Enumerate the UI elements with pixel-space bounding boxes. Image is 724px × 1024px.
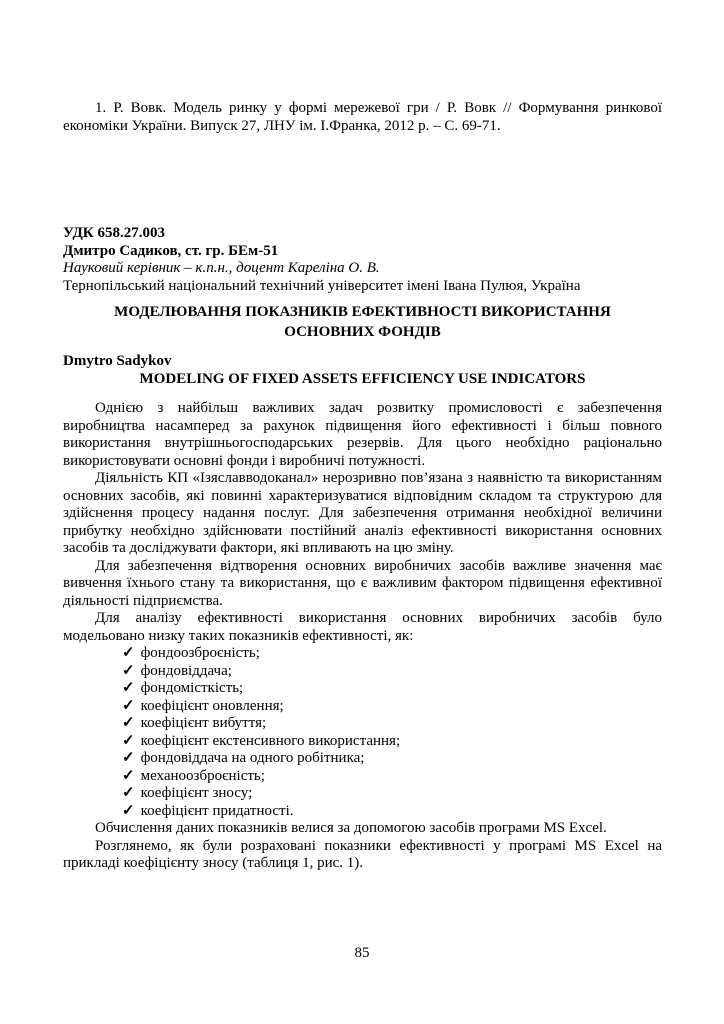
list-item-label: фондоозброєність; — [140, 645, 260, 661]
list-item-label: фондовіддача; — [140, 662, 232, 679]
check-icon: ✓ — [122, 802, 135, 819]
list-item-label: фондовіддача на одного робітника; — [140, 750, 365, 766]
list-item-label: механоозброєність; — [140, 767, 265, 784]
check-icon: ✓ — [122, 767, 135, 784]
reference-entry: 1. Р. Вовк. Модель ринку у формі мережевої гри / Р. Вовк // Формування ринкової економіки України. Випуск 27, ЛНУ ім. І.Франка, 2012 р. – С. 69-71. — [63, 100, 662, 134]
list-item — [63, 698, 662, 716]
list-item — [63, 803, 662, 821]
list-item — [63, 733, 662, 751]
check-icon: ✓ — [122, 645, 135, 661]
paragraph: Розглянемо, як були розраховані показники ефективності у програмі MS Excel на прикладі коефіцієнту зносу (таблиця 1, рис. 1). — [63, 837, 662, 871]
check-icon: ✓ — [122, 662, 135, 679]
list-item-label: коефіцієнт екстенсивного використання; — [140, 732, 401, 749]
list-item — [63, 715, 662, 733]
check-icon: ✓ — [122, 715, 135, 731]
article-meta — [63, 225, 662, 295]
check-icon: ✓ — [122, 680, 135, 696]
paper-title-en: MODELING OF FIXED ASSETS EFFICIENCY USE INDICATORS — [139, 370, 586, 387]
paragraph: Обчислення даних показників велися за допомогою засобів програми MS Excel. — [95, 820, 607, 836]
paper-title-uk: МОДЕЛЮВАННЯ ПОКАЗНИКІВ ЕФЕКТИВНОСТІ ВИКОРИСТАННЯ ОСНОВНИХ ФОНДІВ — [114, 304, 611, 340]
list-item — [63, 750, 662, 768]
paragraph: Для аналізу ефективності використання основних виробничих засобів було модельовано низку таких показників ефективності, як: — [63, 610, 662, 644]
list-item — [63, 785, 662, 803]
list-item — [63, 680, 662, 698]
paragraph: Діяльність КП «Ізяславводоканал» нерозривно пов’язана з наявністю та використанням основних засобів, які повинні характеризуватися відповідним складом та структурою для здійснення процесу надання послуг. Для забезпечення отримання необхідної величини прибутку необхідно здійснювати постійний аналіз ефективності використання основних засобів та досліджувати фактори, які впливають на цю зміну. — [63, 470, 662, 556]
list-item-label: коефіцієнт оновлення; — [140, 697, 284, 714]
list-item-label: коефіцієнт вибуття; — [140, 715, 267, 731]
list-item-label: коефіцієнт зносу; — [140, 785, 253, 801]
page-number: 85 — [354, 945, 370, 961]
check-icon: ✓ — [122, 785, 135, 801]
check-icon: ✓ — [122, 750, 135, 766]
page-content — [63, 0, 662, 873]
paragraph: Для забезпечення відтворення основних виробничих засобів важливе значення має вивчення їхнього стану та використання, що є важливим фактором підвищення ефективної діяльності підприємства. — [63, 557, 662, 609]
author-name-en: Dmytro Sadykov — [63, 353, 172, 369]
list-item — [63, 645, 662, 663]
paragraph: Однією з найбільш важливих задач розвитку промисловості є забезпечення виробництва насамперед за рахунок підвищення його ефективності і більш повного використання внутрішньогосподарських резервів. Для цього необхідно раціонально використовувати основні фонди і виробничі потужності. — [63, 400, 662, 469]
check-icon: ✓ — [122, 697, 135, 714]
list-item — [63, 663, 662, 681]
list-item-label: коефіцієнт придатності. — [140, 802, 294, 819]
indicator-list — [63, 645, 662, 820]
list-item-label: фондомісткість; — [140, 680, 244, 696]
udc-code: УДК 658.27.003 — [63, 225, 165, 241]
supervisor-line: Науковий керівник – к.п.н., доцент Кареліна О. В. — [63, 260, 380, 276]
author-name: Дмитро Садиков, ст. гр. БЕм-51 — [63, 242, 279, 259]
article-body — [63, 400, 662, 873]
check-icon: ✓ — [122, 732, 135, 749]
list-item — [63, 768, 662, 786]
affiliation-line: Тернопільський національний технічний університет імені Івана Пулюя, Україна — [63, 277, 581, 294]
